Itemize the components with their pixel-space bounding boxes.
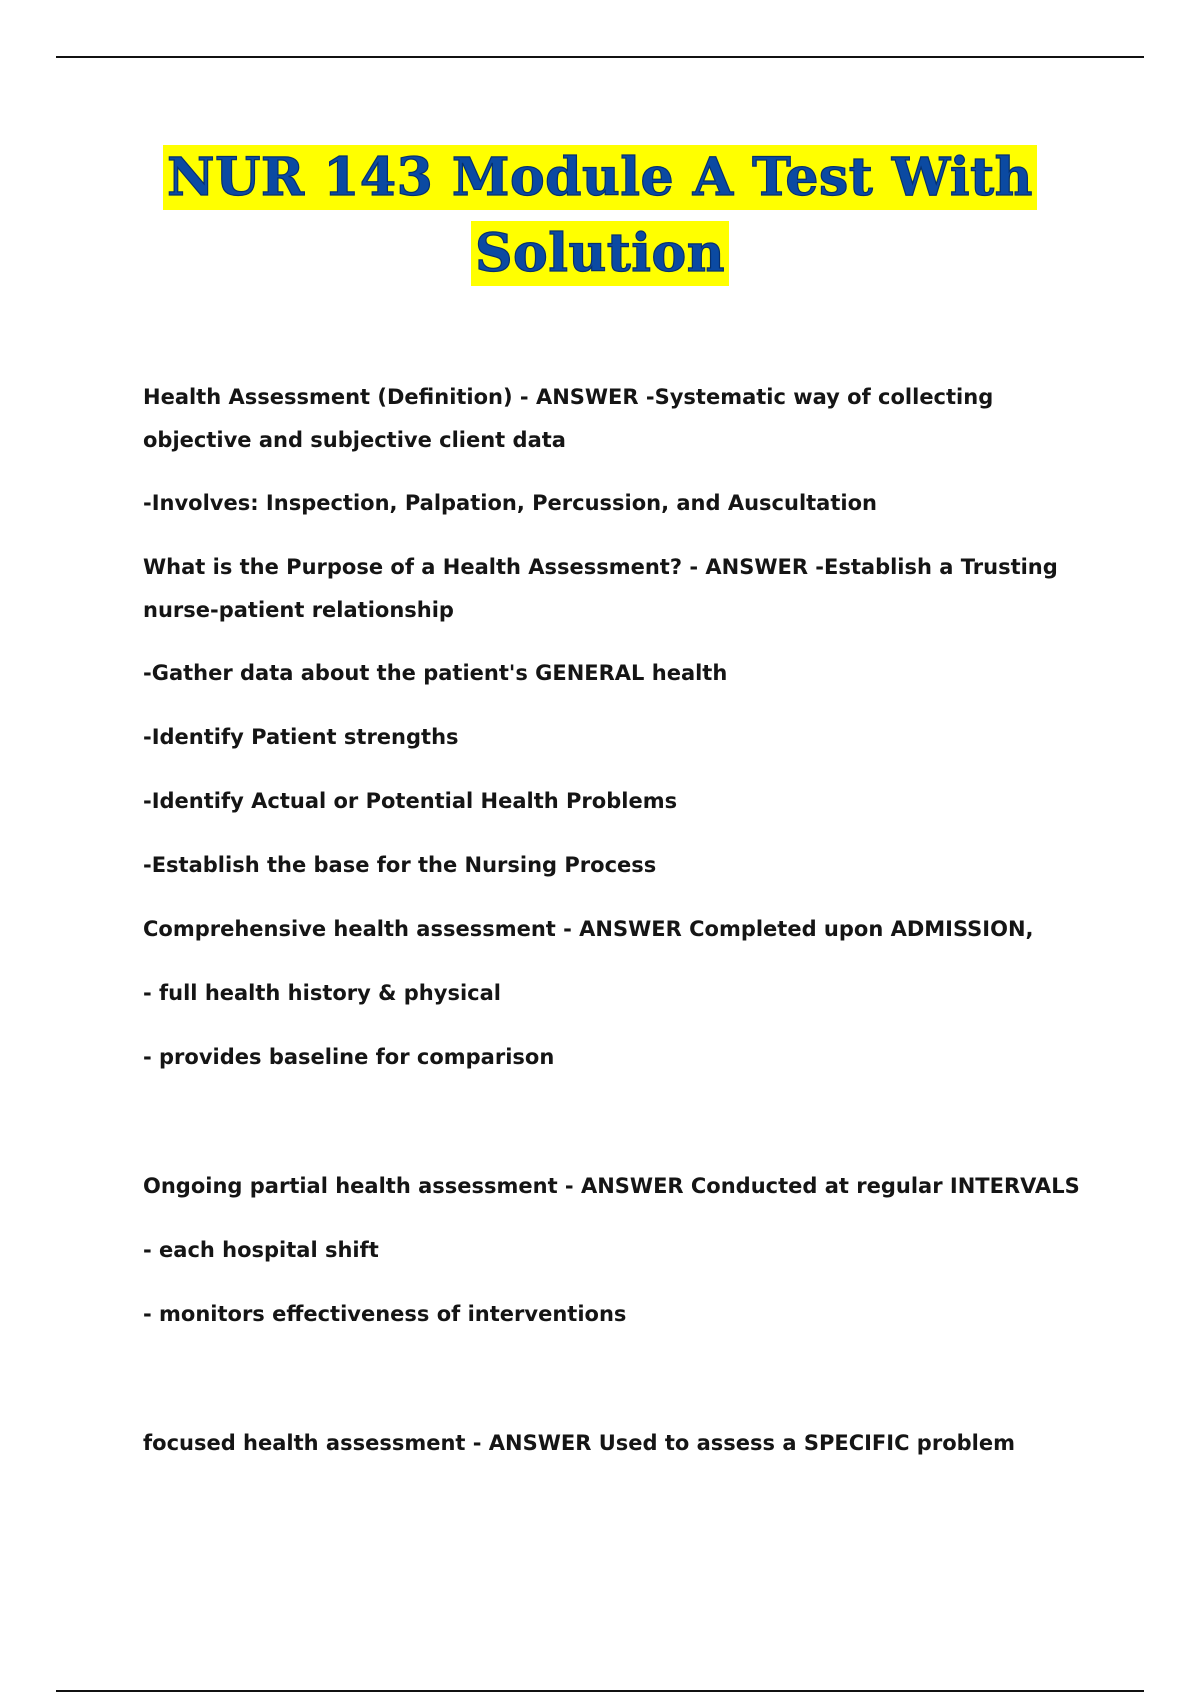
entry-gather-data: -Gather data about the patient's GENERAL health [143,661,728,685]
entry-establish-base: -Establish the base for the Nursing Process [143,853,657,877]
entry-baseline: - provides baseline for comparison [143,1045,555,1069]
top-rule [56,56,1144,58]
entry-identify-problems: -Identify Actual or Potential Health Problems [143,789,678,813]
entry-comprehensive: Comprehensive health assessment - ANSWER Completed upon ADMISSION, [143,917,1034,941]
title-line-1: NUR 143 Module A Test With [163,145,1037,210]
qa-content [143,376,1083,1486]
entry-ongoing: Ongoing partial health assessment - ANSWER Conducted at regular INTERVALS [143,1174,1080,1198]
entry-full-history: - full health history & physical [143,981,501,1005]
entry-focused: focused health assessment - ANSWER Used to assess a SPECIFIC problem [143,1431,1015,1455]
title-line-2: Solution [471,221,729,286]
document-title [0,140,1200,292]
entry-identify-strengths: -Identify Patient strengths [143,725,459,749]
bottom-rule [56,1690,1144,1692]
entry-each-shift: - each hospital shift [143,1238,379,1262]
entry-health-assessment-definition: Health Assessment (Definition) - ANSWER -Systematic way of collecting objective and subjective client data [143,385,994,452]
entry-monitors: - monitors effectiveness of interventions [143,1302,627,1326]
entry-purpose-question: What is the Purpose of a Health Assessment? - ANSWER -Establish a Trusting nurse-patient relationship [143,555,1058,622]
entry-involves: -Involves: Inspection, Palpation, Percussion, and Auscultation [143,491,877,515]
